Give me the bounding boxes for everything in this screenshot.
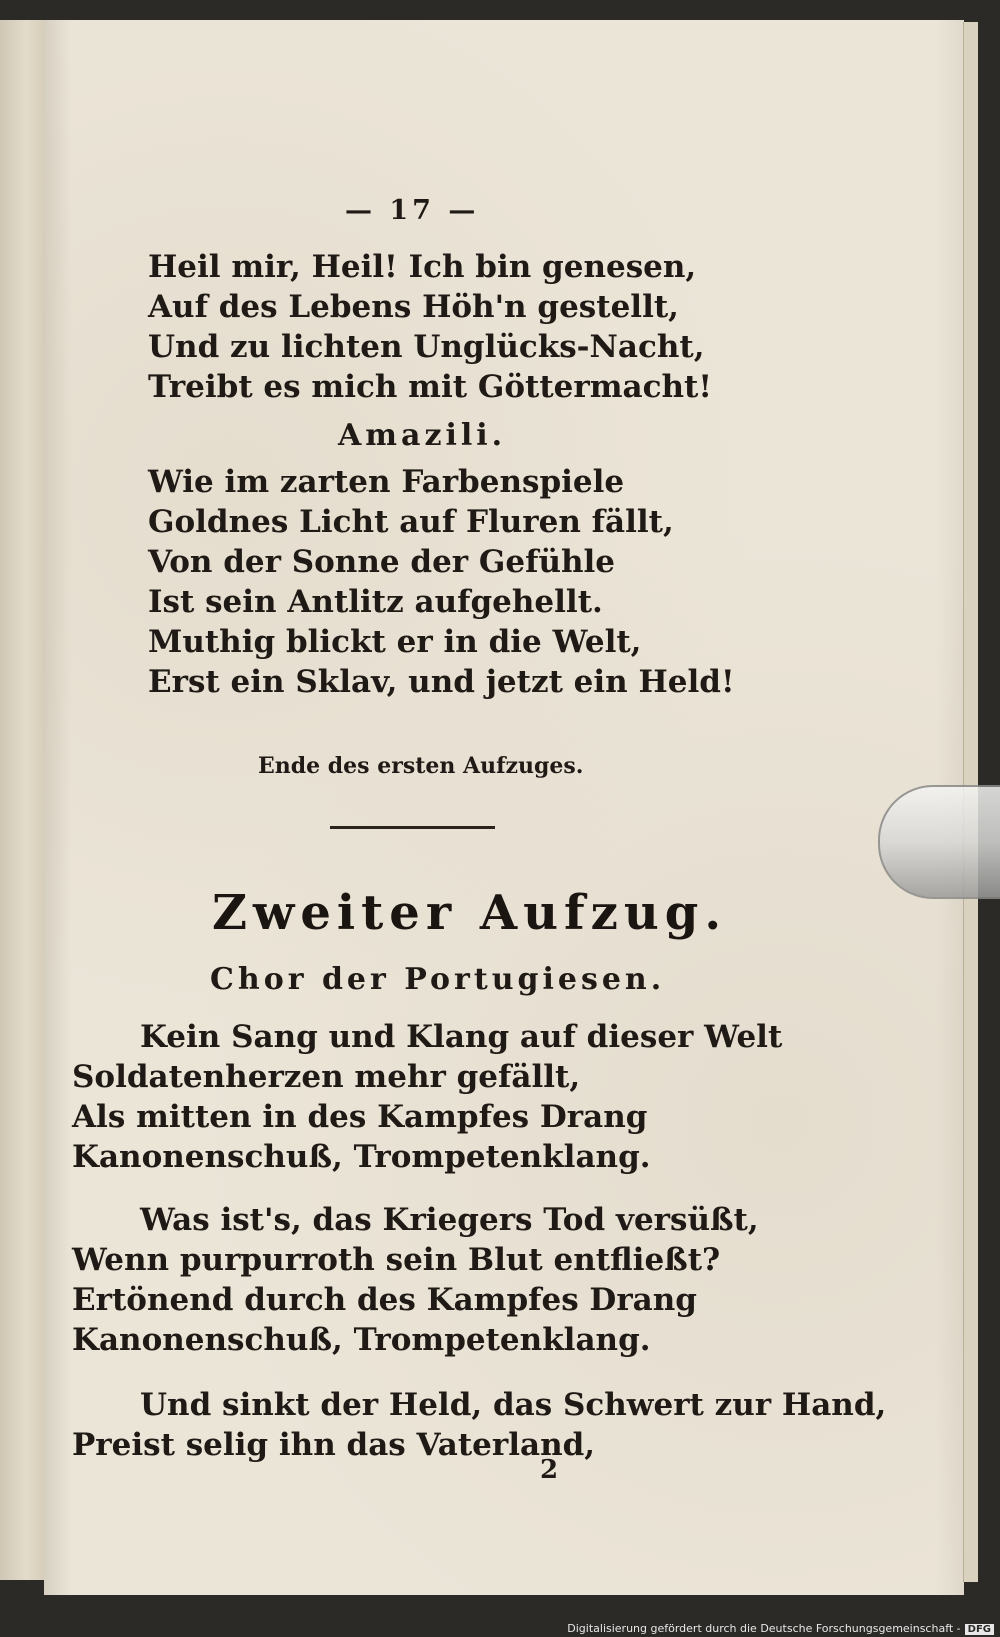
act-end-note: Ende des ersten Aufzuges. xyxy=(258,753,584,779)
verse-line: Und zu lichten Unglücks-Nacht, xyxy=(148,329,705,365)
verse-line: Heil mir, Heil! Ich bin genesen, xyxy=(148,249,697,285)
digitization-credit xyxy=(567,1622,994,1635)
verse-line: Wenn purpurroth sein Blut entfließt? xyxy=(72,1242,721,1278)
verse-line: Von der Sonne der Gefühle xyxy=(148,544,616,580)
verse-line: Kein Sang und Klang auf dieser Welt xyxy=(140,1019,783,1055)
credit-text: Digitalisierung gefördert durch die Deutsche Forschungsgemeinschaft - xyxy=(567,1622,961,1635)
verse-line: Goldnes Licht auf Fluren fällt, xyxy=(148,504,674,540)
verse-line: Treibt es mich mit Göttermacht! xyxy=(148,369,712,405)
verse-line: Ist sein Antlitz aufgehellt. xyxy=(148,584,603,620)
verse-line: Und sinkt der Held, das Schwert zur Hand, xyxy=(140,1387,887,1423)
verse-line: Als mitten in des Kampfes Drang xyxy=(72,1099,648,1135)
speaker-name: Amazili. xyxy=(338,418,507,453)
verse-line: Muthig blickt er in die Welt, xyxy=(148,624,642,660)
verse-line: Erst ein Sklav, und jetzt ein Held! xyxy=(148,664,735,700)
verse-line: Preist selig ihn das Vaterland, xyxy=(72,1427,596,1463)
page-number: — 17 — xyxy=(345,195,480,226)
verse-line: Auf des Lebens Höh'n gestellt, xyxy=(148,289,679,325)
page-clip xyxy=(878,785,1000,899)
previous-page-edge xyxy=(0,20,46,1580)
verse-line: Kanonenschuß, Trompetenklang. xyxy=(72,1139,651,1175)
verse-line: Wie im zarten Farbenspiele xyxy=(148,464,625,500)
dfg-logo: DFG xyxy=(965,1624,994,1635)
signature-mark: 2 xyxy=(540,1455,559,1485)
verse-line: Soldatenherzen mehr gefällt, xyxy=(72,1059,581,1095)
verse-line: Kanonenschuß, Trompetenklang. xyxy=(72,1322,651,1358)
section-rule xyxy=(330,826,495,829)
verse-line: Ertönend durch des Kampfes Drang xyxy=(72,1282,697,1318)
speaker-name: Chor der Portugiesen. xyxy=(210,962,666,997)
verse-line: Was ist's, das Kriegers Tod versüßt, xyxy=(140,1202,759,1238)
act-title: Zweiter Aufzug. xyxy=(212,885,728,941)
